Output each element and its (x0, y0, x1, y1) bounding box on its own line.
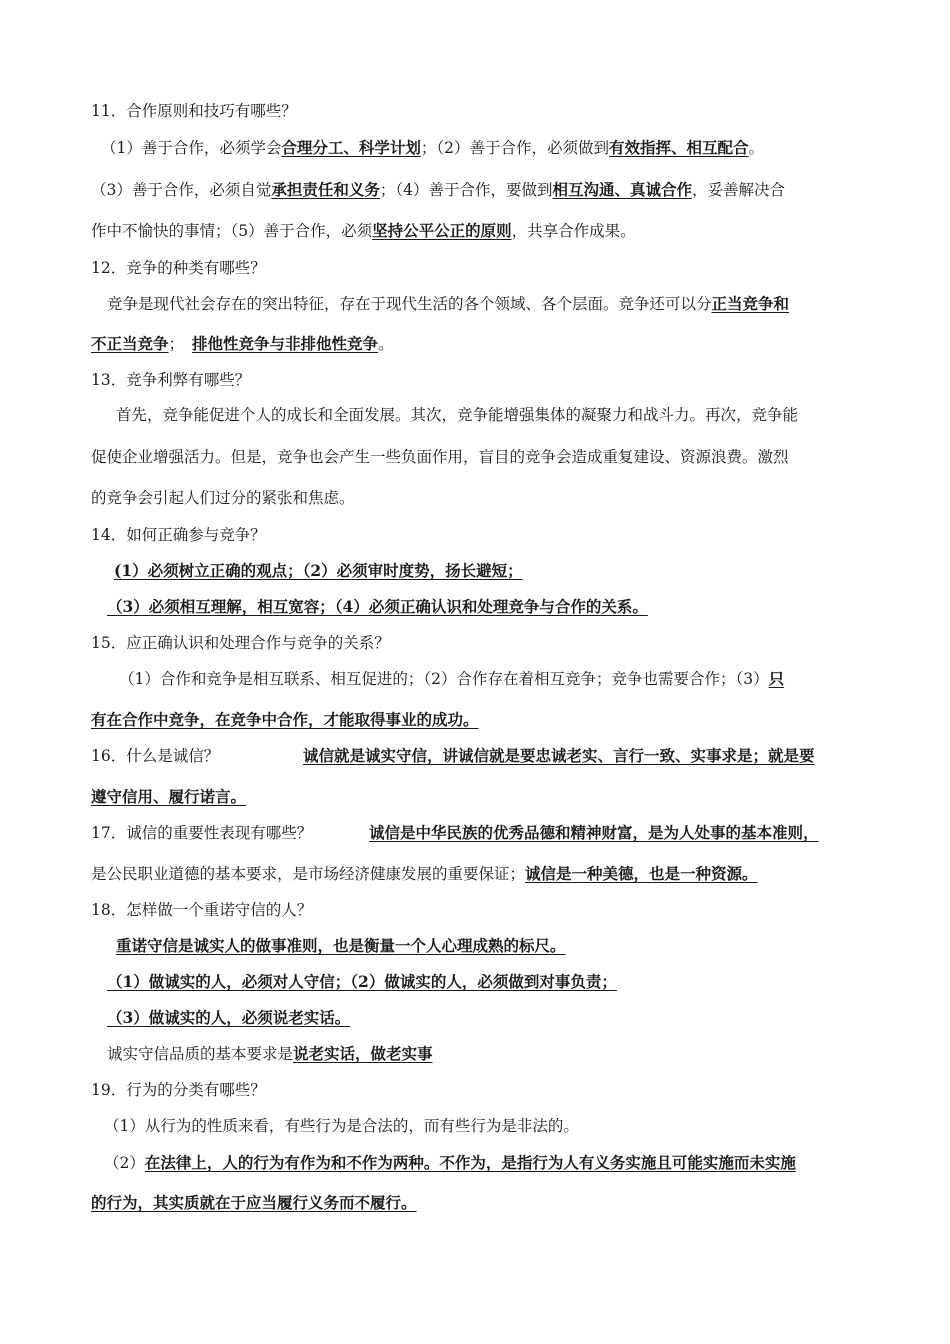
q13-line-3: 的竞争会引起人们过分的紧张和焦虑。 (91, 489, 355, 507)
q12-title: 12．竞争的种类有哪些？ (91, 259, 266, 277)
q16-answer-1: 诚信就是诚实守信，讲诚信就是要忠诚老实、言行一致、实事求是；就是要 (303, 746, 815, 765)
q11-line-1: （1）善于合作，必须学会合理分工、科学计划；（2）善于合作，必须做到有效指挥、相互配合。 (101, 138, 765, 157)
q15-line-1: （1）合作和竞争是相互联系、相互促进的；（2）合作存在着相互竞争；竞争也需要合作；（3）只 (119, 669, 785, 688)
q14-line-2: （3）必须相互理解，相互宽容；（4）必须正确认识和处理竞争与合作的关系。 (107, 597, 648, 616)
q17-line-2: 是公民职业道德的基本要求，是市场经济健康发展的重要保证；诚信是一种美德，也是一种资源。 (91, 864, 758, 883)
q19-title: 19．行为的分类有哪些？ (91, 1081, 266, 1099)
q18-line-1: 重诺守信是诚实人的做事准则，也是衡量一个人心理成熟的标尺。 (116, 936, 566, 955)
q13-line-1: 首先，竞争能促进个人的成长和全面发展。其次，竞争能增强集体的凝聚力和战斗力。再次，竞争能 (116, 406, 799, 424)
q16-answer-2: 遵守信用、履行诺言。 (91, 787, 247, 806)
q16-title: 16．什么是诚信？ (91, 747, 220, 765)
q18-line-2: （1）做诚实的人，必须对人守信；（2）做诚实的人，必须做到对事负责； (107, 972, 617, 991)
q11-line-3: 作中不愉快的事情；（5）善于合作，必须坚持公平公正的原则，共享合作成果。 (91, 221, 636, 240)
q18-title: 18．怎样做一个重诺守信的人？ (91, 901, 313, 919)
q14-line-1: (1）必须树立正确的观点；（2）必须审时度势，扬长避短； (114, 561, 523, 580)
q13-title: 13．竞争利弊有哪些？ (91, 371, 251, 389)
q12-line-2: 不正当竞争； 排他性竞争与非排他性竞争。 (91, 334, 394, 353)
q19-line-2: （2）在法律上，人的行为有作为和不作为两种。不作为，是指行为人有义务实施且可能实施而未实施 (104, 1153, 796, 1172)
q15-line-2: 有在合作中竞争，在竞争中合作，才能取得事业的成功。 (91, 710, 479, 729)
q18-line-4: 诚实守信品质的基本要求是说老实话，做老实事 (107, 1044, 433, 1063)
q17-answer-1: 诚信是中华民族的优秀品德和精神财富，是为人处事的基本准则， (369, 823, 819, 842)
q19-line-1: （1）从行为的性质来看，有些行为是合法的，而有些行为是非法的。 (104, 1117, 579, 1135)
q12-line-1: 竞争是现代社会存在的突出特征，存在于现代生活的各个领域、各个层面。竞争还可以分正当竞争和 (107, 294, 790, 313)
q13-line-2: 促使企业增强活力。但是，竞争也会产生一些负面作用，盲目的竞争会造成重复建设、资源浪费。激烈 (91, 448, 789, 466)
q11-title: 11．合作原则和技巧有哪些？ (91, 102, 297, 120)
q18-line-3: （3）做诚实的人，必须说老实话。 (107, 1008, 351, 1027)
q11-line-2: （3）善于合作，必须自觉承担责任和义务；（4）善于合作，要做到相互沟通、真诚合作，妥善解决合 (91, 180, 786, 199)
q14-title: 14．如何正确参与竞争？ (91, 526, 266, 544)
q17-title: 17．诚信的重要性表现有哪些？ (91, 824, 313, 842)
q19-line-3: 的行为，其实质就在于应当履行义务而不履行。 (91, 1193, 417, 1212)
q15-title: 15．应正确认识和处理合作与竞争的关系？ (91, 634, 390, 652)
